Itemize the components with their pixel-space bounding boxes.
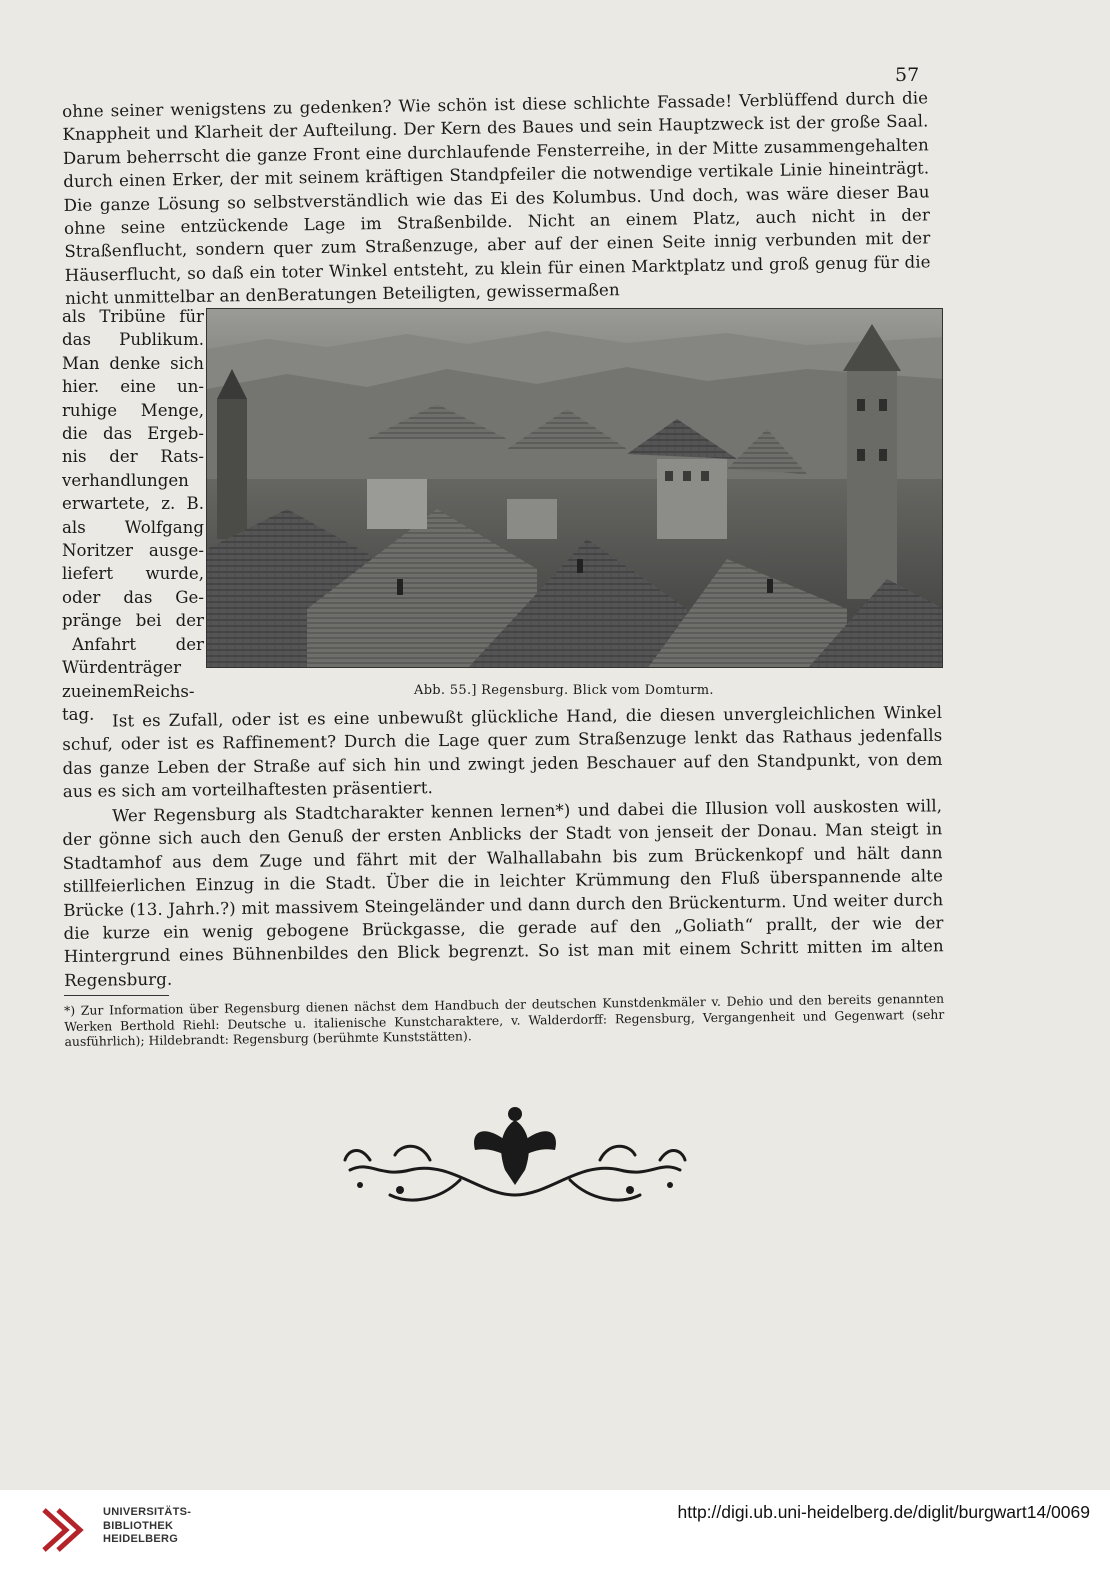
library-name-line: HEIDELBERG [103,1533,179,1545]
decorative-ornament [340,1100,690,1215]
narrow-line: die das Ergeb- [62,424,204,444]
eagle-vignette-icon [340,1100,690,1215]
library-name-line: UNIVERSITÄTS- [103,1506,192,1518]
heidelberg-logo-icon [36,1500,92,1560]
narrow-line: Man denke sich [62,353,204,373]
library-name-line: BIBLIOTHEK [103,1519,174,1532]
paragraph-2 [62,701,943,804]
narrow-line: pränge bei der [62,611,204,631]
narrow-line: hier. eine un- [62,377,204,397]
paragraph-2-text: Ist es Zufall, oder ist es eine unbewußt glückliche Hand, die diesen unvergleichlichen Winkel schuf, oder ist es Raffinement? Durch die Lage quer zum Straßenzuge lenkt das Rathaus jedenfalls das ganze Leben der Straße auf sich hin und zwingt jeden Beschauer auf den Standpunkt, von dem aus es sich am vorteilhaftesten präsentiert. [62,702,943,802]
narrow-line: liefert wurde, [62,564,204,584]
narrow-line: Noritzer ausge- [62,541,204,561]
narrow-line: zueinemReichs- [62,681,195,701]
source-url-link[interactable]: http://digi.ub.uni-heidelberg.de/diglit/burgwart14/0069 [677,1502,1090,1522]
narrow-line: tag. [62,704,95,724]
narrow-line: nis der Rats- [62,447,204,467]
narrow-line: oder das Ge- [62,587,204,607]
paragraph-3-text: Wer Regensburg als Stadtcharakter kennen lernen*) und dabei die Illusion voll auskosten will, der gönne sich auch den Genuß der ersten Anblicks der Stadt von jenseit der Donau. Man steigt in Stadtamhof aus dem Zuge und fährt mit der Walhallabahn bis zum Brückenkopf und hält dann stillfeierlichen Einzug in die Stadt. Über die in leichter Krümmung den Fluß überspannende alte Brücke (13. Jahrh.?) mit massivem Steingeländer und dann durch den Brückenturm. Und weiter durch die kurze ein wenig gebogene Brückgasse, die gerade auf den „Goliath“ prallt, der wie der Hintergrund eines Bühnenbildes den Blick begrenzt. So ist man mit einem Schritt mitten im alten Regensburg. [62,796,944,990]
narrow-line: ruhige Menge, [62,400,204,420]
figure-caption: Abb. 55.] Regensburg. Blick vom Domturm. [414,683,714,698]
city-rooftops-image [207,309,943,668]
narrow-column [62,305,204,726]
narrow-line: Anfahrt der [72,634,204,654]
footnote: *) Zur Information über Regensburg dienen nächst dem Handbuch der deutschen Kunstdenkmäler v. Dehio und den bereits genannten Werken Berthold Riehl: Deutsche u. italienische Kunstcharaktere, v. Walderdorff: Regensburg, Vergangenheit und Gegenwart (sehr ausführlich); Hildebrandt: Regensburg (berühmte Kunststätten). [64,990,945,1049]
narrow-line: Würdenträger [62,658,181,678]
narrow-line: als Tribüne für [62,307,204,326]
page-number: 57 [895,64,920,86]
footnote-rule [64,995,169,996]
narrow-line: erwartete, z. B. [62,494,204,514]
regensburg-photo [206,308,943,668]
narrow-line: verhandlungen [62,470,189,490]
university-logo[interactable] [36,1500,92,1560]
library-name [103,1506,191,1547]
narrow-line: das Publikum. [62,330,204,350]
narrow-line: als Wolfgang [62,517,204,537]
paragraph-3 [62,794,944,992]
paragraph-top: ohne seiner wenigstens zu gedenken? Wie schön ist diese schlichte Fassade! Verblüffend durch die Knappheit und Klarheit der Aufteilung. Der Kern des Baues und sein Hauptzweck ist der große Saal. Darum beherrscht die ganze Front eine durchlaufende Fensterreihe, in der Mitte zusammengehalten durch einen Erker, der mit seinem kräftigen Standpfeiler die notwendige vertikale Linie hineinträgt. Die ganze Lösung so selbstverständlich wie das Ei des Kolumbus. Und doch, was wäre dieser Bau ohne seine entzückende Lage im Straßenbilde. Nicht an einem Platz, auch nicht in der Straßenflucht, sondern quer zum Straßenzuge, aber auf der einen Seite innig verbunden mit der Häuserflucht, so daß ein toter Winkel entsteht, zu klein für einen Marktplatz und groß genug für die nicht unmittelbar an denBeratungen Beteiligten, gewissermaßen [62,88,931,309]
